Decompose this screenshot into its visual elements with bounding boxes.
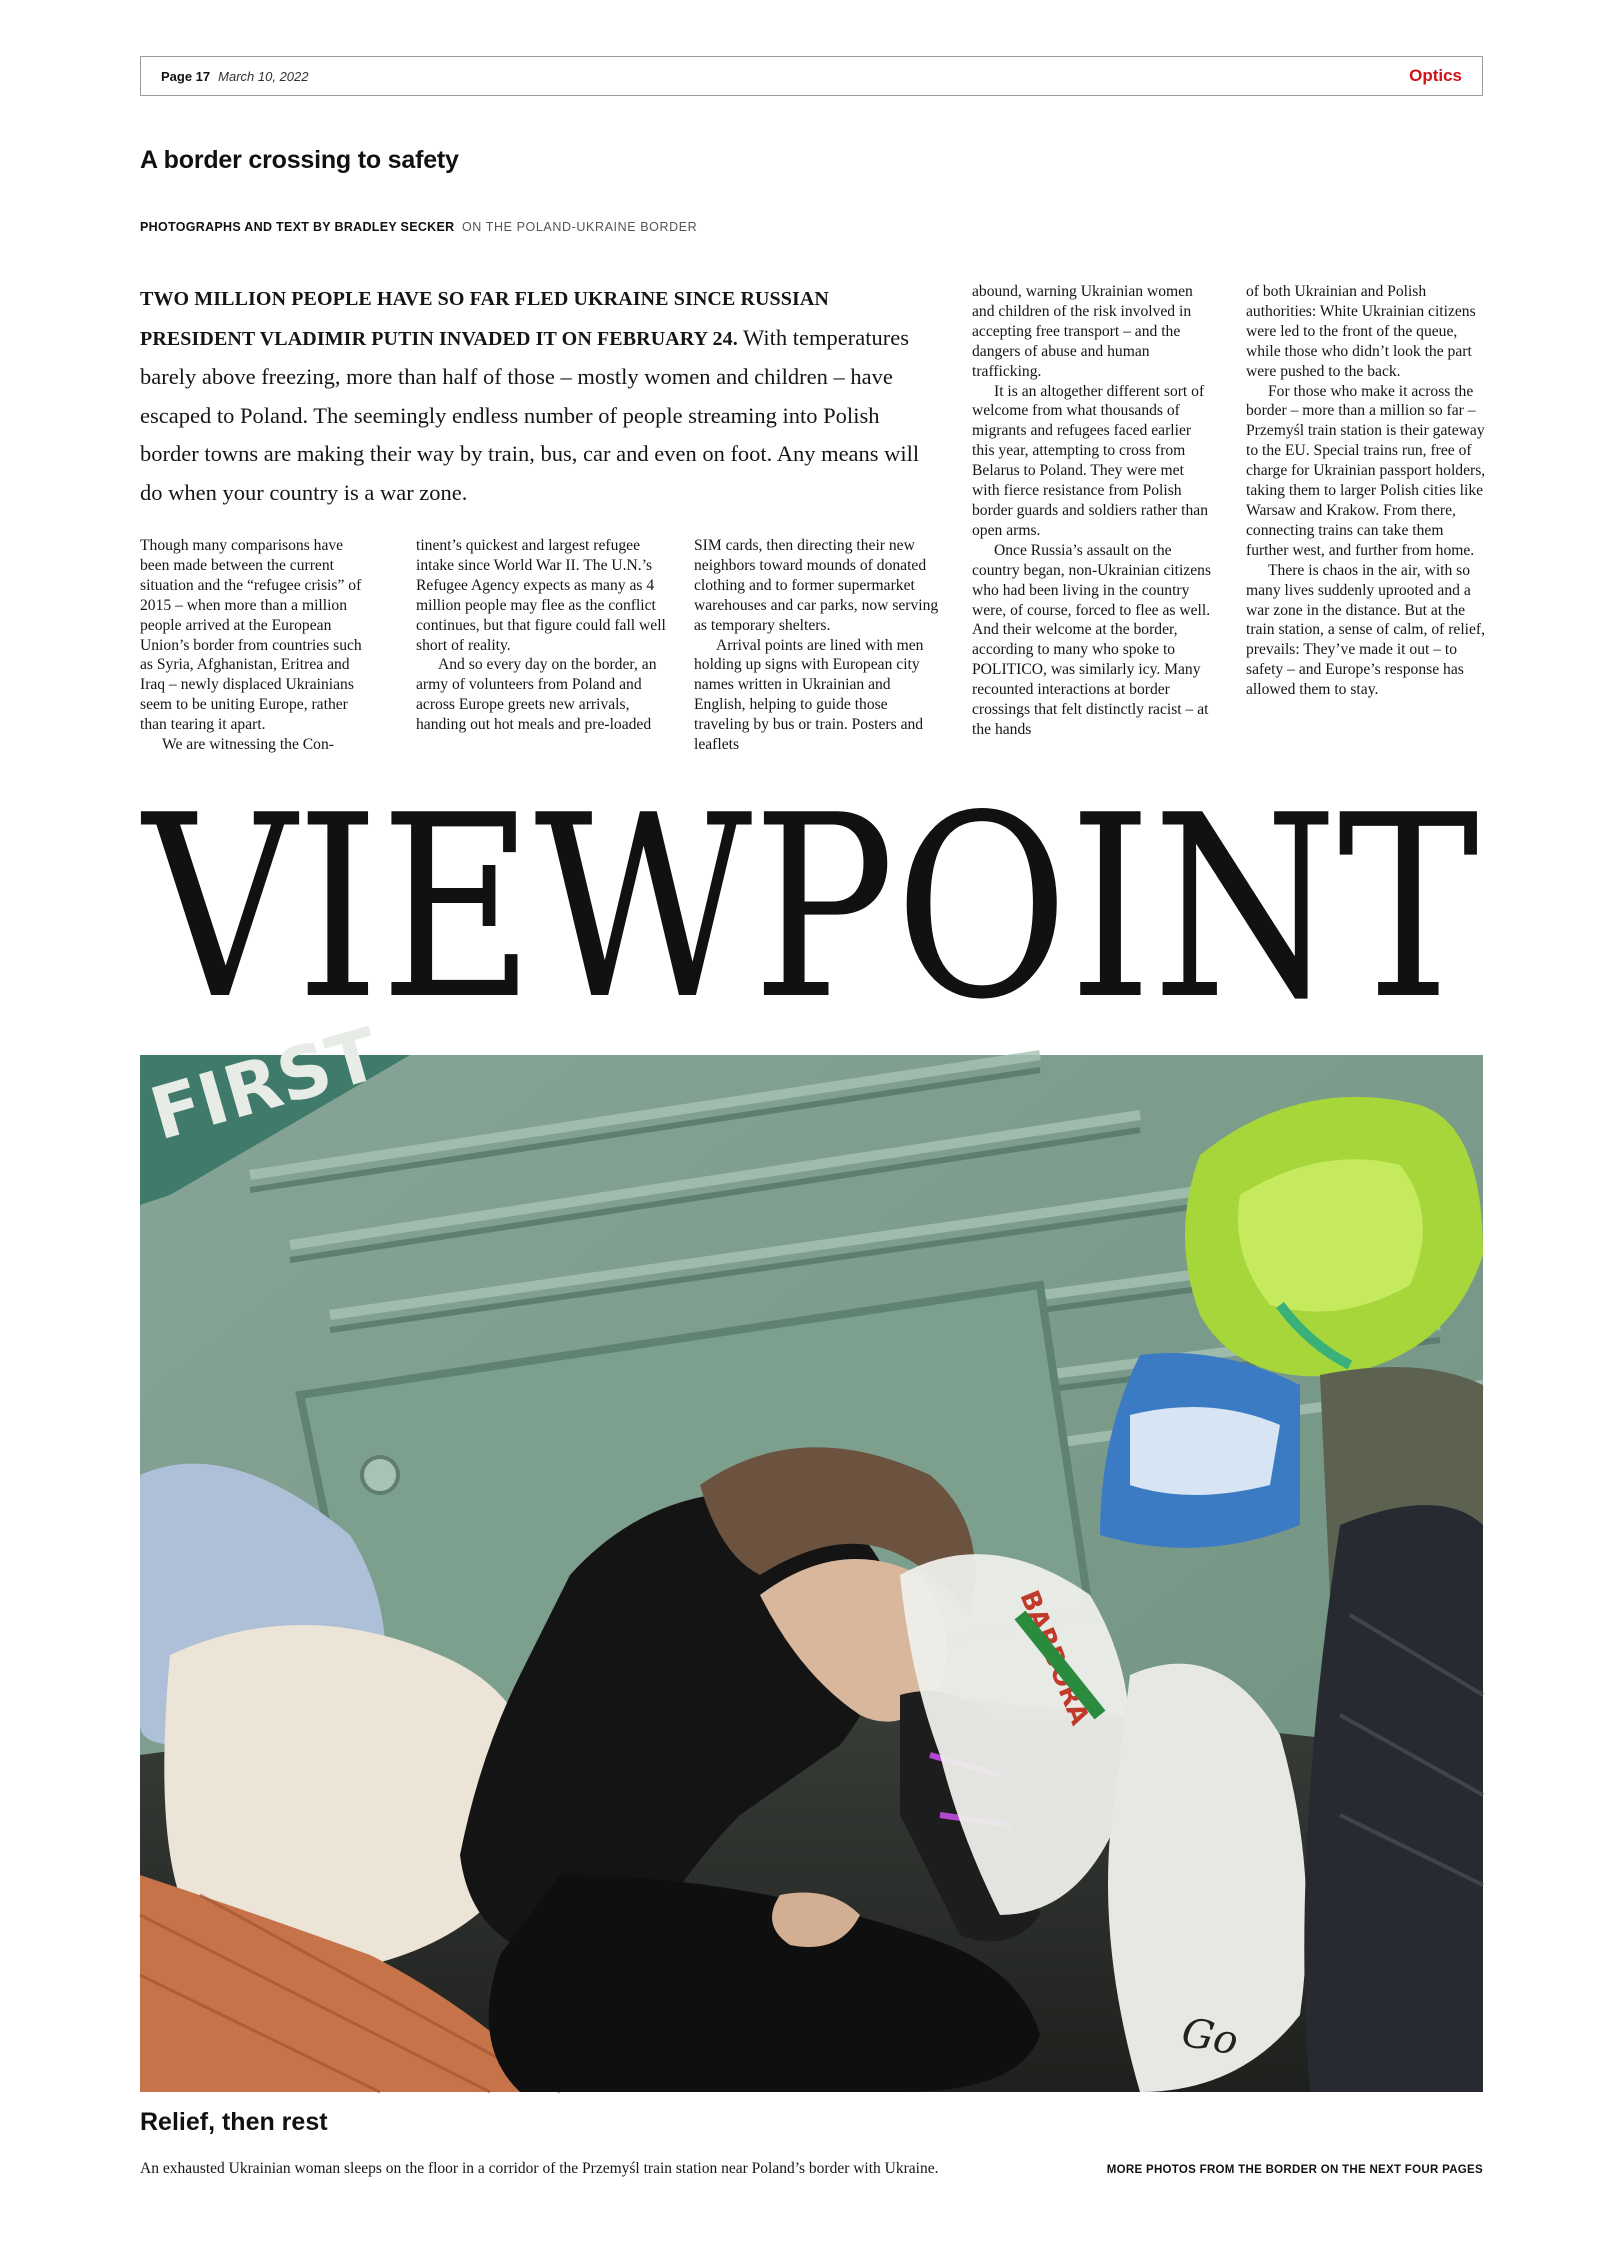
- paragraph: It is an altogether different sort of welcome from what thousands of migrants and refugees faced earlier this year, attempting to cross from Belarus to Poland. They were met with fierce resistance from Polish border guards and soldiers rather than open arms.: [972, 382, 1208, 539]
- page-header: [140, 56, 1483, 96]
- section-label[interactable]: Optics: [1409, 66, 1462, 85]
- article-headline: A border crossing to safety: [140, 146, 459, 174]
- body-column-4: [972, 282, 1214, 740]
- viewpoint-masthead: [140, 762, 1483, 1055]
- body-column-3: [694, 536, 944, 755]
- body-column-1: [140, 536, 370, 755]
- sign-text: FIRST: [141, 1011, 389, 1157]
- paragraph: And so every day on the border, an army of volunteers from Poland and across Europe greets new arrivals, handing out hot meals and pre-loaded: [416, 656, 657, 734]
- paragraph: Though many comparisons have been made between the current situation and the “refugee crisis” of 2015 – when more than a million people arrived at the European Union’s border from countries such as Syria, Afghanistan, Eritrea and Iraq – newly displaced Ukrainians seem to be uniting Europe, rather than tearing it apart.: [140, 537, 362, 734]
- panel-knob: [362, 1457, 398, 1493]
- page-date: March 10, 2022: [218, 68, 309, 84]
- lead-paragraph: [140, 279, 930, 512]
- masthead-text: VIEWPOINT: [140, 762, 1480, 1055]
- body-column-2: [416, 536, 666, 735]
- body-column-5: [1246, 282, 1486, 700]
- dark-luggage: [1304, 1505, 1483, 2092]
- more-photos-link[interactable]: MORE PHOTOS FROM THE BORDER ON THE NEXT FOUR PAGES: [1106, 2164, 1483, 2176]
- byline: [140, 220, 697, 234]
- paragraph: SIM cards, then directing their new neighbors toward mounds of donated clothing and to former supermarket warehouses and car parks, now serving as temporary shelters.: [694, 537, 939, 634]
- paragraph: Once Russia’s assault on the country began, non-Ukrainian citizens who had been living in the country were, of course, forced to flee as well. And their welcome at the border, according to many who spoke to POLITICO, was similarly icy. Many recounted interactions at border crossings that felt distinctly racist – at the hands: [972, 541, 1212, 738]
- lead-caps: TWO MILLION PEOPLE HAVE SO FAR FLED UKRAINE SINCE RUSSIAN PRESIDENT VLADIMIR PUTIN INVADED IT ON FEBRUARY 24.: [140, 288, 829, 350]
- paragraph: We are witnessing the Con-: [162, 736, 334, 754]
- byline-author: PHOTOGRAPHS AND TEXT BY BRADLEY SECKER: [140, 220, 455, 234]
- lead-text: With temperatures barely above freezing, more than half of those – mostly women and children – have escaped to Poland. The seemingly endless number of people streaming into Polish border towns are making their way by train, bus, car and even on foot. Any means will do when your country is a war zone.: [140, 324, 920, 505]
- paragraph: of both Ukrainian and Polish authorities: White Ukrainian citizens were led to the front of the queue, while those who didn’t look the part were pushed to the back.: [1246, 283, 1476, 380]
- paragraph: abound, warning Ukrainian women and children of the risk involved in accepting free transport – and the dangers of abuse and human trafficking.: [972, 283, 1193, 380]
- photograph: [140, 1011, 1483, 2092]
- paragraph: tinent’s quickest and largest refugee intake since World War II. The U.N.’s Refugee Agency expects as many as 4 million people may flee as the conflict continues, but that figure could fall well short of reality.: [416, 537, 666, 654]
- paragraph: There is chaos in the air, with so many lives suddenly uprooted and a war zone in the distance. But at the train station, a sense of calm, of relief, prevails: They’ve made it out – to safety – and Europe’s response has allowed them to stay.: [1246, 561, 1486, 699]
- caption-title: Relief, then rest: [140, 2108, 328, 2136]
- byline-location: ON THE POLAND-UKRAINE BORDER: [461, 220, 698, 234]
- paragraph: Arrival points are lined with men holding up signs with European city names written in Ukrainian and English, helping to guide those traveling by bus or train. Posters and leaflets: [694, 636, 924, 754]
- caption: [140, 2160, 1483, 2178]
- bag-text-2: Go: [1178, 2009, 1242, 2065]
- page-number: Page 17: [161, 68, 211, 84]
- caption-text: An exhausted Ukrainian woman sleeps on the floor in a corridor of the Przemyśl train station near Poland’s border with Ukraine.: [140, 2160, 939, 2177]
- paragraph: For those who make it across the border – more than a million so far – Przemyśl train station is their gateway to the EU. Special trains run, free of charge for Ukrainian passport holders, taking them to larger Polish cities like Warsaw and Krakow. From there, connecting trains can take them further west, and further from home.: [1246, 382, 1486, 559]
